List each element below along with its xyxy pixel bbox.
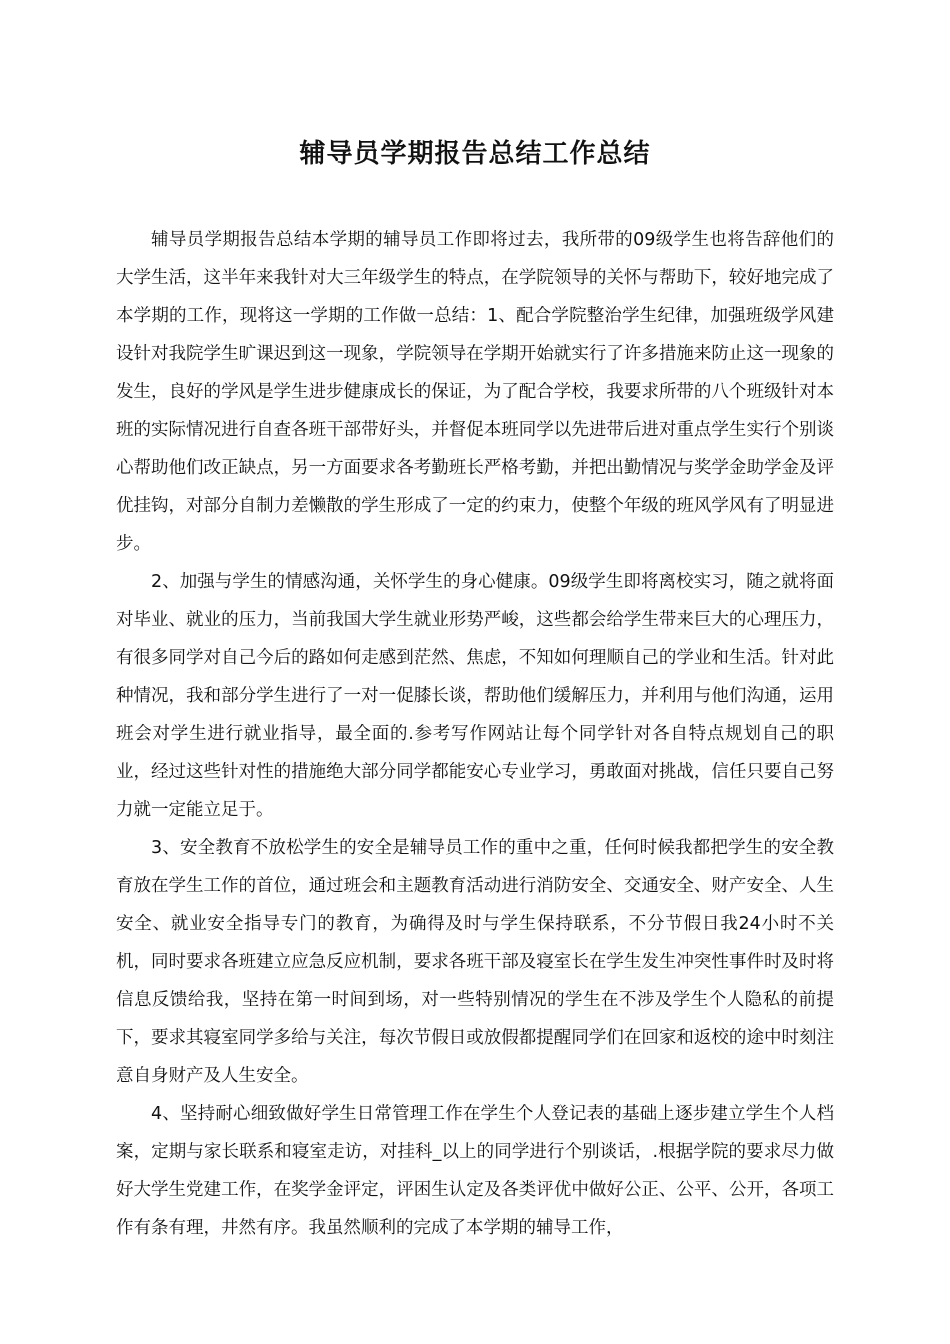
- document-title: 辅导员学期报告总结工作总结: [299, 139, 651, 169]
- paragraph-4: 4、坚持耐心细致做好学生日常管理工作在学生个人登记表的基础上逐步建立学生个人档案，定期与家长联系和寝室走访，对挂科_以上的同学进行个别谈话，.根据学院的要求尽力做好大学生党建工作，在奖学金评定，评困生认定及各类评优中做好公正、公平、公开，各项工作有条有理，井然有序。我虽然顺利的完成了本学期的辅导工作，: [116, 1104, 834, 1238]
- paragraph-2: 2、加强与学生的情感沟通，关怀学生的身心健康。09级学生即将离校实习，随之就将面对毕业、就业的压力，当前我国大学生就业形势严峻，这些都会给学生带来巨大的心理压力，有很多同学对自己今后的路如何走感到茫然、焦虑，不知如何理顺自己的学业和生活。针对此种情况，我和部分学生进行了一对一促膝长谈，帮助他们缓解压力，并利用与他们沟通，运用班会对学生进行就业指导，最全面的.参考写作网站让每个同学针对各自特点规划自己的职业，经过这些针对性的措施绝大部分同学都能安心专业学习，勇敢面对挑战，信任只要自己努力就一定能立足于。: [116, 572, 834, 820]
- document-body: [116, 221, 834, 1247]
- paragraph-1: 辅导员学期报告总结本学期的辅导员工作即将过去，我所带的09级学生也将告辞他们的大学生活，这半年来我针对大三年级学生的特点，在学院领导的关怀与帮助下，较好地完成了本学期的工作，现将这一学期的工作做一总结：1、配合学院整治学生纪律，加强班级学风建设针对我院学生旷课迟到这一现象，学院领导在学期开始就实行了许多措施来防止这一现象的发生，良好的学风是学生进步健康成长的保证，为了配合学校，我要求所带的八个班级针对本班的实际情况进行自查各班干部带好头，并督促本班同学以先进带后进对重点学生实行个别谈心帮助他们改正缺点，另一方面要求各考勤班长严格考勤，并把出勤情况与奖学金助学金及评优挂钩，对部分自制力差懒散的学生形成了一定的约束力，使整个年级的班风学风有了明显进步。: [116, 230, 834, 554]
- paragraph-3: 3、安全教育不放松学生的安全是辅导员工作的重中之重，任何时候我都把学生的安全教育放在学生工作的首位，通过班会和主题教育活动进行消防安全、交通安全、财产安全、人生安全、就业安全指导专门的教育，为确得及时与学生保持联系，不分节假日我24小时不关机，同时要求各班建立应急反应机制，要求各班干部及寝室长在学生发生冲突性事件时及时将信息反馈给我，坚持在第一时间到场，对一些特别情况的学生在不涉及学生个人隐私的前提下，要求其寝室同学多给与关注，每次节假日或放假都提醒同学们在回家和返校的途中时刻注意自身财产及人生安全。: [116, 838, 834, 1086]
